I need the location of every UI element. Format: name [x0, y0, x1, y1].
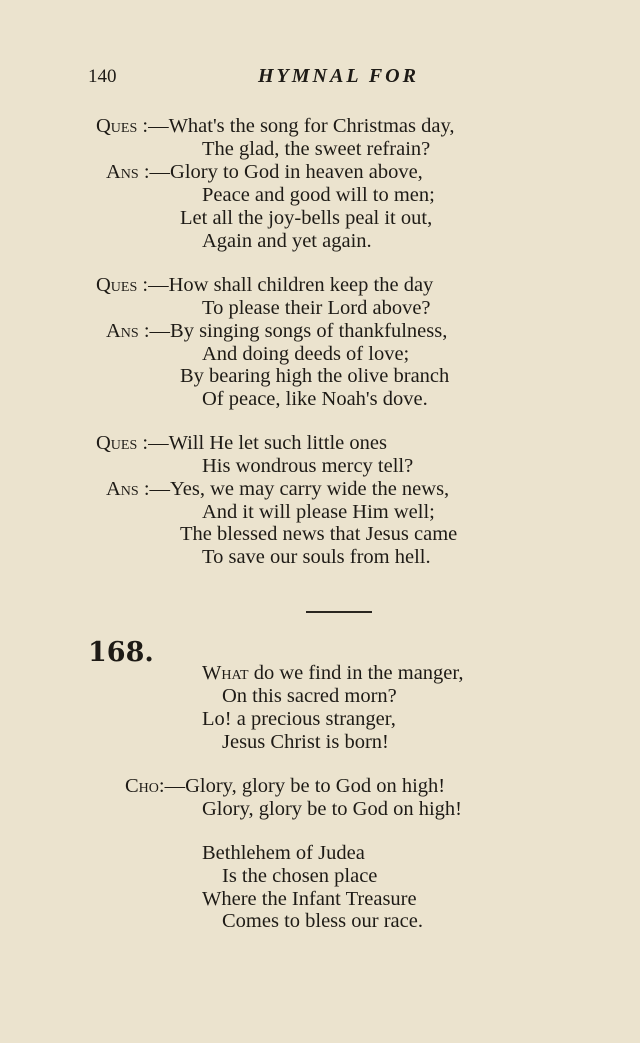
verse-line: The blessed news that Jesus came [180, 523, 458, 545]
verse-line: Jesus Christ is born! [222, 731, 389, 753]
verse-line: On this sacred morn? [222, 685, 397, 707]
verse-line: To please their Lord above? [202, 297, 431, 319]
line-text: :—What's the song for Christmas day, [137, 115, 455, 137]
verse-line: Again and yet again. [202, 230, 372, 252]
verse-line: Glory, glory be to God on high! [202, 798, 463, 820]
verse-line [125, 776, 445, 797]
page-number: 140 [88, 66, 117, 87]
line-text: :—By singing songs of thankfulness, [138, 320, 448, 342]
verse-line: Bethlehem of Judea [202, 842, 365, 864]
line-text: :—Glory to God in heaven above, [138, 161, 423, 183]
verse-line [96, 116, 455, 137]
line-text: :—How shall children keep the day [137, 274, 434, 296]
verse-line: The glad, the sweet refrain? [202, 138, 431, 160]
speaker-label: Ans [106, 320, 139, 342]
section-divider [306, 611, 372, 613]
verse-line [96, 433, 387, 454]
verse-line [106, 321, 447, 342]
verse-line: Peace and good will to men; [202, 184, 435, 206]
line-text: do we find in the manger, [248, 662, 464, 684]
verse-line [106, 479, 449, 500]
verse-line: His wondrous mercy tell? [202, 455, 414, 477]
verse-line: To save our souls from hell. [202, 546, 431, 568]
speaker-label: Ques [96, 432, 138, 454]
line-text: :—Will He let such little ones [137, 432, 387, 454]
verse-line: Comes to bless our race. [222, 910, 423, 932]
running-title: HYMNAL FOR [258, 65, 419, 87]
speaker-label: Ans [106, 478, 139, 500]
first-word: What [202, 662, 249, 684]
verse-line: Is the chosen place [222, 865, 378, 887]
speaker-label: Ans [106, 161, 139, 183]
line-text: :—Glory, glory be to God on high! [158, 775, 446, 797]
chorus-label: Cho [125, 775, 159, 797]
line-text: :—Yes, we may carry wide the news, [138, 478, 450, 500]
verse-line: Where the Infant Treasure [202, 888, 417, 910]
verse-line: Let all the joy-bells peal it out, [180, 207, 433, 229]
verse-line [106, 162, 423, 183]
speaker-label: Ques [96, 274, 138, 296]
verse-line [202, 663, 464, 684]
speaker-label: Ques [96, 115, 138, 137]
verse-line [96, 275, 433, 296]
verse-line: Lo! a precious stranger, [202, 708, 396, 730]
verse-line: By bearing high the olive branch [180, 365, 450, 387]
verse-line: And it will please Him well; [202, 501, 435, 523]
verse-line: And doing deeds of love; [202, 343, 410, 365]
hymn-number: 168. [88, 637, 154, 668]
verse-line: Of peace, like Noah's dove. [202, 388, 428, 410]
